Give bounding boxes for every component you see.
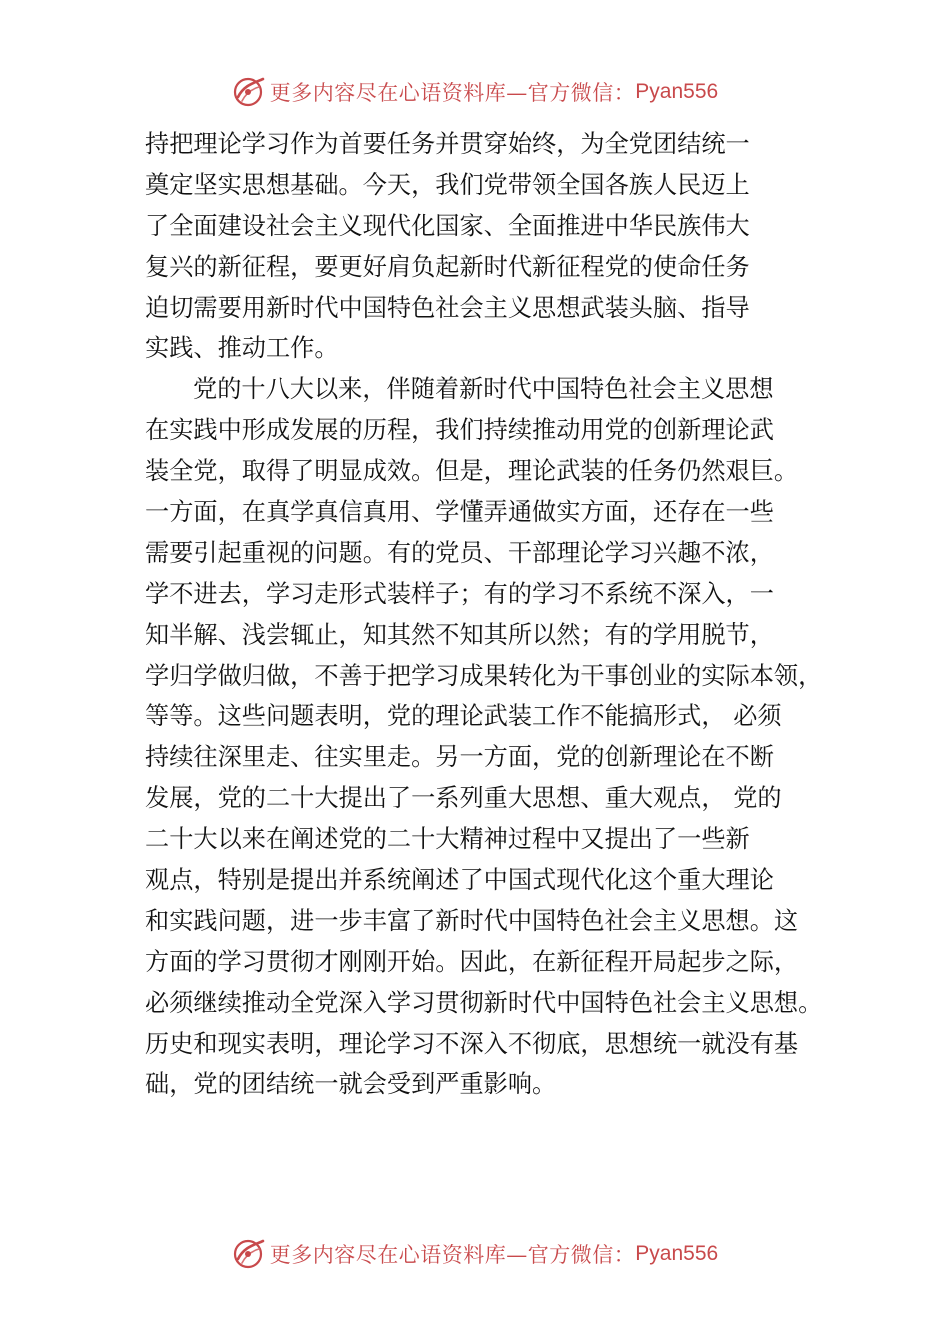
header-banner-id: Pyan556: [635, 80, 719, 103]
paragraph-2: [145, 369, 835, 1105]
text-line: 奠定坚实思想基础。今天，我们党带领全国各族人民迈上: [145, 170, 750, 199]
text-line: 持把理论学习作为首要任务并贯穿始终，为全党团结统一: [145, 130, 750, 158]
text-line: 实践、推动工作。: [145, 334, 339, 363]
text-line: 方面的学习贯彻才刚刚开始。因此，在新征程开局起步之际，: [145, 947, 799, 976]
header-banner: [0, 72, 950, 112]
text-line: 在实践中形成发展的历程，我们持续推动用党的创新理论武: [145, 416, 774, 445]
text-line: 等等。这些问题表明，党的理论武装工作不能搞形式， 必须: [145, 702, 782, 731]
text-line: 需要引起重视的问题。有的党员、干部理论学习兴趣不浓，: [145, 538, 774, 567]
document-body: [145, 124, 835, 1105]
text-line: 复兴的新征程，要更好肩负起新时代新征程党的使命任务: [145, 252, 750, 281]
text-line: 一方面，在真学真信真用、学懂弄通做实方面，还存在一些: [145, 498, 774, 527]
text-line: 持续往深里走、往实里走。另一方面，党的创新理论在不断: [145, 743, 774, 772]
text-line: 学不进去，学习走形式装样子；有的学习不系统不深入，一: [145, 579, 774, 608]
footer-banner-text: 更多内容尽在心语资料库—官方微信：: [269, 1243, 636, 1267]
brand-logo-icon: [232, 1237, 266, 1271]
text-line: 了全面建设社会主义现代化国家、全面推进中华民族伟大: [145, 211, 750, 240]
text-line: 历史和现实表明，理论学习不深入不彻底，思想统一就没有基: [145, 1029, 799, 1058]
text-line: 和实践问题，进一步丰富了新时代中国特色社会主义思想。这: [145, 906, 799, 935]
text-line: 装全党，取得了明显成效。但是，理论武装的任务仍然艰巨。: [145, 457, 799, 486]
paragraph-1: [145, 124, 835, 369]
text-line: 二十大以来在阐述党的二十大精神过程中又提出了一些新: [145, 825, 750, 854]
footer-banner: [0, 1234, 950, 1274]
footer-banner-id: Pyan556: [635, 1242, 719, 1265]
text-line: 发展，党的二十大提出了一系列重大思想、重大观点， 党的: [145, 784, 782, 813]
text-line: 必须继续推动全党深入学习贯彻新时代中国特色社会主义思想。: [145, 988, 823, 1017]
text-line: 础，党的团结统一就会受到严重影响。: [145, 1070, 557, 1099]
text-line: 观点，特别是提出并系统阐述了中国式现代化这个重大理论: [145, 866, 774, 895]
text-line: 知半解、浅尝辄止，知其然不知其所以然；有的学用脱节，: [145, 620, 774, 649]
text-line: 党的十八大以来，伴随着新时代中国特色社会主义思想: [193, 375, 774, 404]
header-banner-text: 更多内容尽在心语资料库—官方微信：: [269, 81, 636, 105]
brand-logo-icon: [232, 75, 266, 109]
text-line: 学归学做归做，不善于把学习成果转化为干事创业的实际本领，: [145, 661, 823, 690]
text-line: 迫切需要用新时代中国特色社会主义思想武装头脑、指导: [145, 293, 750, 322]
